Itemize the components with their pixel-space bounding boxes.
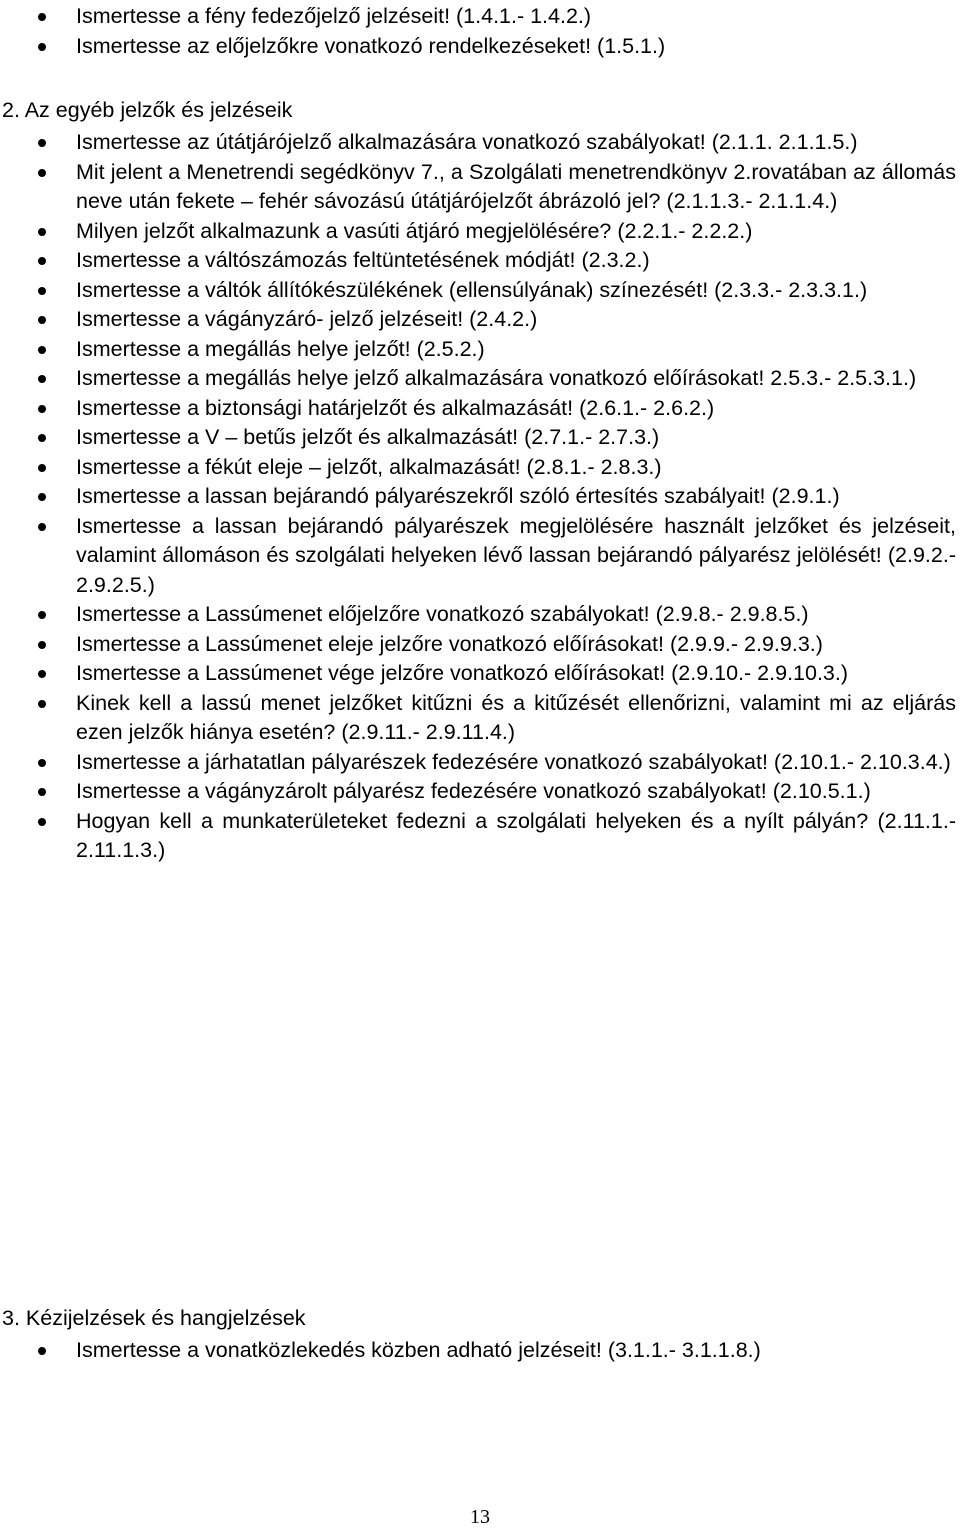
bullet-icon xyxy=(38,13,46,21)
bullet-icon xyxy=(38,228,46,236)
bullet-icon xyxy=(38,316,46,324)
list-item xyxy=(0,453,958,483)
list-item xyxy=(0,335,958,365)
bullet-icon xyxy=(38,1347,46,1355)
bullet-icon xyxy=(38,700,46,708)
bullet-list xyxy=(0,2,958,61)
list-item-text: Milyen jelzőt alkalmazunk a vasúti átjáró megjelölésére? (2.2.1.- 2.2.2.) xyxy=(76,218,753,243)
list-item xyxy=(0,482,958,512)
list-item-text: Ismertesse a váltók állítókészülékének (ellensúlyának) színezését! (2.3.3.- 2.3.3.1.) xyxy=(76,277,868,302)
list-item xyxy=(0,305,958,335)
list-item xyxy=(0,748,958,778)
list-item-text: Ismertesse a fény fedezőjelző jelzéseit! (1.4.1.- 1.4.2.) xyxy=(76,4,592,28)
bullet-icon xyxy=(38,670,46,678)
list-item-text: Ismertesse a Lassúmenet vége jelzőre vonatkozó előírásokat! (2.9.10.- 2.9.10.3.) xyxy=(76,661,849,685)
bullet-icon xyxy=(38,611,46,619)
bullet-icon xyxy=(38,169,46,177)
bullet-icon xyxy=(38,139,46,147)
bullet-icon xyxy=(38,493,46,501)
list-item-text: Ismertesse a megállás helye jelző alkalmazására vonatkozó előírásokat! 2.5.3.- 2.5.3.1.) xyxy=(76,366,917,390)
bullet-icon xyxy=(38,405,46,413)
bullet-icon xyxy=(38,641,46,649)
list-item-text: Ismertesse a vágányzárolt pályarész fedezésére vonatkozó szabályokat! (2.10.5.1.) xyxy=(76,779,871,803)
list-item-text: Mit jelent a Menetrendi segédkönyv 7., a Szolgálati menetrendkönyv 2.rovatában az állomás neve után fekete – fehér sávozású útátjárójelzőt ábrázoló jel? (2.1.1.3.- 2.1.1.4.) xyxy=(76,159,956,213)
list-item xyxy=(0,158,958,217)
bullet-icon xyxy=(38,464,46,472)
list-item xyxy=(0,128,958,158)
page-number: 13 xyxy=(470,1506,490,1528)
list-item xyxy=(0,659,958,689)
list-item-text: Ismertesse a váltószámozás feltüntetésének módját! (2.3.2.) xyxy=(76,248,650,272)
list-item xyxy=(0,600,958,630)
list-item xyxy=(0,807,958,866)
bullet-icon xyxy=(38,346,46,354)
list-item-text: Ismertesse a lassan bejárandó pályarészek megjelölésére használt jelzőket és jelzéseit, valamint állomáson és szolgálati helyeken lévő lassan bejárandó pályarész jelölését! (2.9.2.- 2.9.2.5.) xyxy=(76,513,956,597)
list-item-text: Ismertesse a vonatközlekedés közben adható jelzéseit! (3.1.1.- 3.1.1.8.) xyxy=(76,1338,761,1362)
list-item xyxy=(0,246,958,276)
list-item-text: Ismertesse a biztonsági határjelzőt és alkalmazását! (2.6.1.- 2.6.2.) xyxy=(76,395,715,420)
list-item-text: Ismertesse a V – betűs jelzőt és alkalmazását! (2.7.1.- 2.7.3.) xyxy=(76,425,660,449)
list-item xyxy=(0,32,958,62)
list-item xyxy=(0,630,958,660)
list-item-text: Kinek kell a lassú menet jelzőket kitűzni és a kitűzését ellenőrizni, valamint mi az eljárás ezen jelzők hiánya esetén? (2.9.11.- 2.9.11.4.) xyxy=(76,690,956,744)
list-item xyxy=(0,689,958,748)
bullet-icon xyxy=(38,523,46,531)
list-item-text: Ismertesse a Lassúmenet eleje jelzőre vonatkozó előírásokat! (2.9.9.- 2.9.9.3.) xyxy=(76,631,823,656)
list-item xyxy=(0,777,958,807)
section-heading: 3. Kézijelzések és hangjelzések xyxy=(2,1306,306,1330)
list-item xyxy=(0,423,958,453)
list-item xyxy=(0,2,958,32)
list-item-text: Ismertesse a megállás helye jelzőt! (2.5.2.) xyxy=(76,336,485,361)
list-item xyxy=(0,1336,958,1366)
list-item-text: Ismertesse a járhatatlan pályarészek fedezésére vonatkozó szabályokat! (2.10.1.- 2.10.3.4.) xyxy=(76,749,951,774)
list-item-text: Ismertesse a lassan bejárandó pályarészekről szóló értesítés szabályait! (2.9.1.) xyxy=(76,484,840,508)
bullet-icon xyxy=(38,788,46,796)
list-item xyxy=(0,394,958,424)
bullet-icon xyxy=(38,257,46,265)
bullet-list xyxy=(0,1336,958,1366)
bullet-icon xyxy=(38,759,46,767)
list-item-text: Ismertesse az útátjárójelző alkalmazására vonatkozó szabályokat! (2.1.1. 2.1.1.5.) xyxy=(76,130,858,154)
bullet-list xyxy=(0,128,958,866)
bullet-icon xyxy=(38,434,46,442)
bullet-icon xyxy=(38,43,46,51)
list-item-text: Ismertesse a Lassúmenet előjelzőre vonatkozó szabályokat! (2.9.8.- 2.9.8.5.) xyxy=(76,602,809,626)
list-item xyxy=(0,364,958,394)
list-item-text: Ismertesse a fékút eleje – jelzőt, alkalmazását! (2.8.1.- 2.8.3.) xyxy=(76,454,662,479)
list-item-text: Ismertesse az előjelzőkre vonatkozó rendelkezéseket! (1.5.1.) xyxy=(76,33,666,58)
bullet-icon xyxy=(38,375,46,383)
list-item xyxy=(0,276,958,306)
list-item xyxy=(0,512,958,601)
bullet-icon xyxy=(38,287,46,295)
bullet-icon xyxy=(38,818,46,826)
list-item xyxy=(0,217,958,247)
list-item-text: Hogyan kell a munkaterületeket fedezni a szolgálati helyeken és a nyílt pályán? (2.11.1.- 2.11.1.3.) xyxy=(76,808,956,862)
list-item-text: Ismertesse a vágányzáró- jelző jelzéseit! (2.4.2.) xyxy=(76,307,538,331)
section-heading: 2. Az egyéb jelzők és jelzéseik xyxy=(2,98,293,122)
